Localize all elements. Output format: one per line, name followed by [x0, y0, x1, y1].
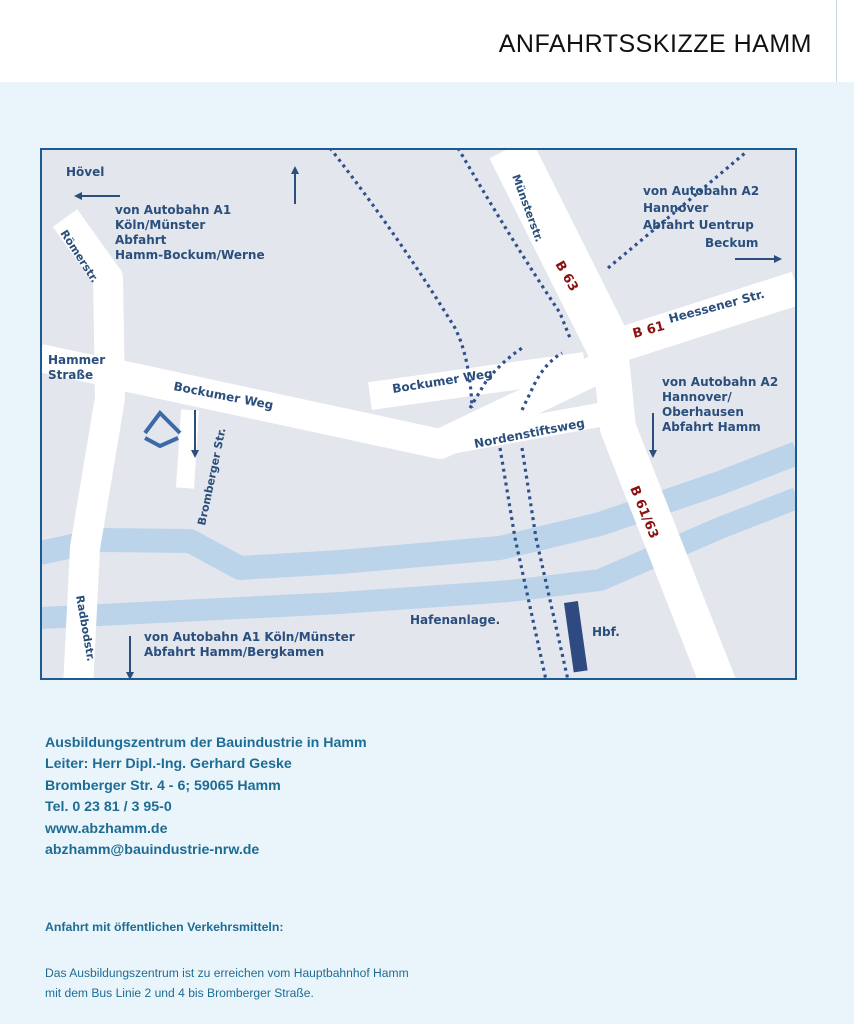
label-muensterstr: Münsterstr.: [509, 172, 546, 244]
label-hoevel: Hövel: [66, 165, 105, 179]
organization-name: Ausbildungszentrum der Bauindustrie in Hamm: [45, 735, 367, 751]
road-number-b61: B 61: [631, 318, 667, 342]
road-number-b61-63: B 61/63: [626, 483, 661, 541]
transit-line: mit dem Bus Linie 2 und 4 bis Bromberger Straße.: [45, 986, 314, 1000]
label-a1-north: von Autobahn A1 Köln/Münster Abfahrt Hamm-Bockum/Werne: [115, 203, 265, 262]
email-link[interactable]: abzhamm@bauindustrie-nrw.de: [45, 842, 260, 859]
contact-info: [45, 733, 367, 861]
label-hbf: Hbf.: [592, 625, 620, 639]
transit-description: [45, 963, 409, 1003]
transit-line: Das Ausbildungszentrum ist zu erreichen vom Hauptbahnhof Hamm: [45, 966, 409, 980]
road-bromberger-str: [185, 410, 190, 488]
label-hafenanlage: Hafenanlage.: [410, 613, 501, 627]
label-nordenstiftsweg: Nordenstiftsweg: [472, 415, 586, 451]
directions-map: [40, 148, 797, 680]
label-radbodstr: Radbodstr.: [73, 594, 98, 663]
header-divider: [836, 0, 837, 82]
leader: Leiter: Herr Dipl.-Ing. Gerhard Geske: [45, 756, 292, 773]
phone: Tel. 0 23 81 / 3 95-0: [45, 799, 172, 816]
label-a2-north: von Autobahn A2 Hannover Abfahrt Uentrup: [643, 184, 760, 232]
label-hammer-strasse: Hammer Straße: [48, 353, 106, 382]
label-roemerstr: Römerstr.: [57, 227, 102, 286]
road-number-b63: B 63: [551, 258, 581, 295]
label-heessener-str: Heessener Str.: [667, 286, 767, 326]
label-bromberger-str: Bromberger Str.: [195, 426, 229, 527]
label-beckum: Beckum: [705, 236, 759, 250]
page-header: [0, 0, 854, 82]
transit-heading: Anfahrt mit öffentlichen Verkehrsmitteln:: [45, 920, 284, 934]
label-bockumer-weg-right: Bockumer Weg: [391, 366, 494, 396]
address: Bromberger Str. 4 - 6; 59065 Hamm: [45, 777, 281, 794]
website-link[interactable]: www.abzhamm.de: [45, 820, 168, 837]
label-a1-south: von Autobahn A1 Köln/Münster Abfahrt Hamm/Bergkamen: [144, 630, 355, 659]
page-title: ANFAHRTSSKIZZE HAMM: [498, 30, 812, 58]
label-a2-south: von Autobahn A2 Hannover/ Oberhausen Abfahrt Hamm: [662, 375, 779, 434]
label-bockumer-weg-left: Bockumer Weg: [172, 379, 275, 413]
